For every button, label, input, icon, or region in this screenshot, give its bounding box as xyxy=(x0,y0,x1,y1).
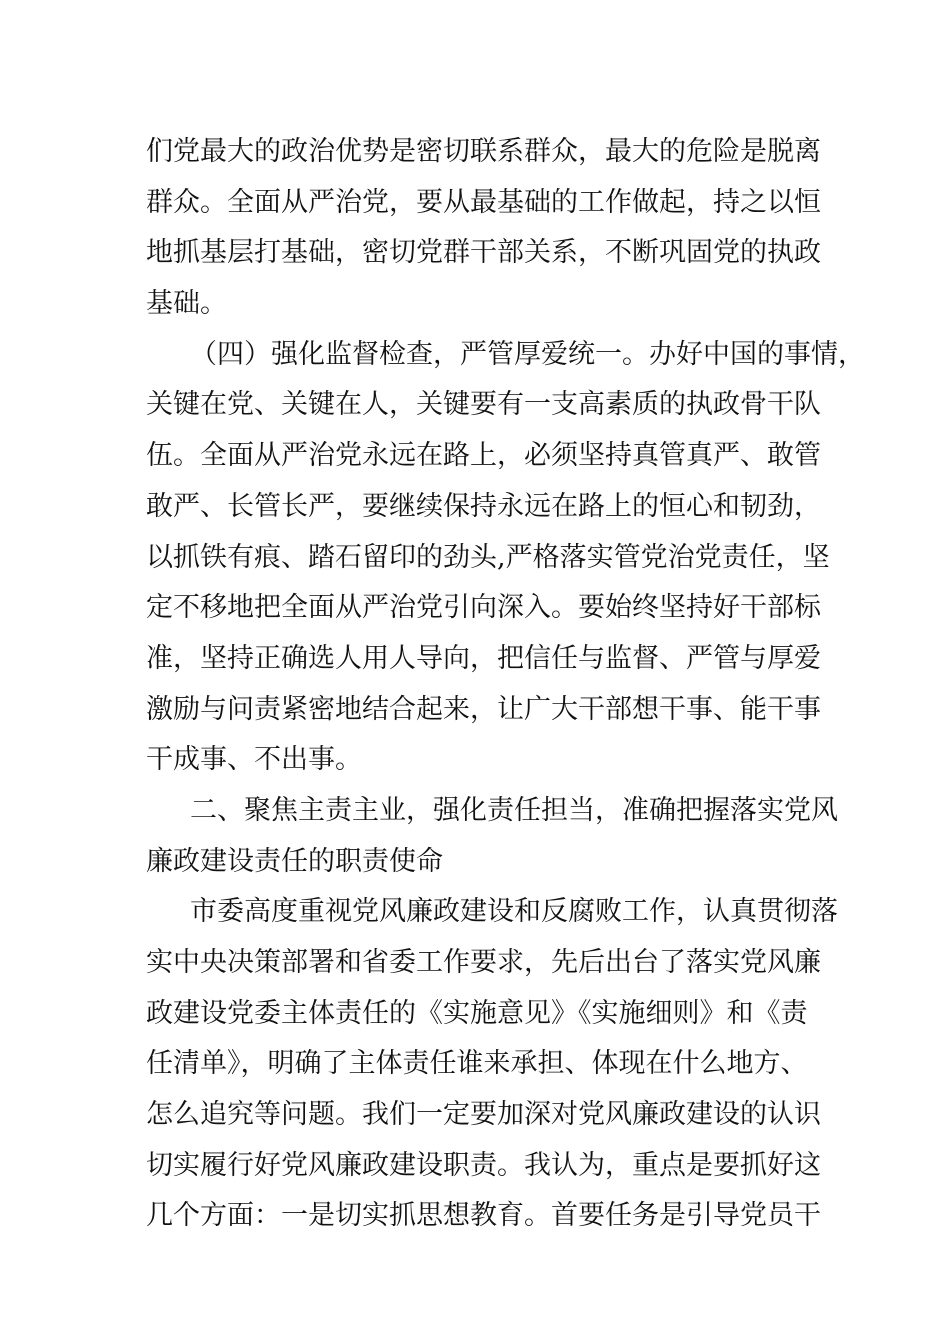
text-line: 干成事、不出事。 xyxy=(146,744,362,776)
text-line: 伍。全面从严治党永远在路上，必须坚持真管真严、敢管 xyxy=(146,440,821,472)
section-heading-line: 二、聚焦主责主业，强化责任担当，准确把握落实党风 xyxy=(190,794,838,826)
text-line: 政建设党委主体责任的《实施意见》《实施细则》和《责 xyxy=(146,997,808,1029)
text-line: 敢严、长管长严，要继续保持永远在路上的恒心和韧劲， xyxy=(146,490,821,522)
text-line: 定不移地把全面从严治党引向深入。要始终坚持好干部标 xyxy=(146,592,821,624)
text-line: 以抓铁有痕、踏石留印的劲头,严格落实管党治党责任，坚 xyxy=(146,541,830,573)
section-heading-line: 廉政建设责任的职责使命 xyxy=(146,845,443,877)
text-line: 切实履行好党风廉政建设职责。我认为，重点是要抓好这 xyxy=(146,1149,821,1181)
text-line: 实中央决策部署和省委工作要求，先后出台了落实党风廉 xyxy=(146,947,821,978)
text-line: 群众。全面从严治党，要从最基础的工作做起，持之以恒 xyxy=(146,186,821,218)
text-line: 任清单》，明确了主体责任谁来承担、体现在什么地方、 xyxy=(146,1048,808,1080)
document-body xyxy=(146,127,865,1242)
text-line: 基础。 xyxy=(146,288,227,320)
text-line: 关键在党、关键在人，关键要有一支高素质的执政骨干队 xyxy=(146,389,821,421)
text-line: 几个方面：一是切实抓思想教育。首要任务是引导党员干 xyxy=(146,1200,821,1232)
text-line: 地抓基层打基础，密切党群干部关系，不断巩固党的执政 xyxy=(146,237,821,269)
text-line: 市委高度重视党风廉政建设和反腐败工作，认真贯彻落 xyxy=(190,896,838,928)
text-line: 们党最大的政治优势是密切联系群众，最大的危险是脱离 xyxy=(146,136,821,167)
text-line: 激励与问责紧密地结合起来，让广大干部想干事、能干事 xyxy=(146,693,821,725)
text-line: （四）强化监督检查，严管厚爱统一。办好中国的事情， xyxy=(190,338,865,370)
text-line: 准，坚持正确选人用人导向，把信任与监督、严管与厚爱 xyxy=(146,642,821,674)
text-line: 怎么追究等问题。我们一定要加深对党风廉政建设的认识 xyxy=(146,1099,821,1131)
